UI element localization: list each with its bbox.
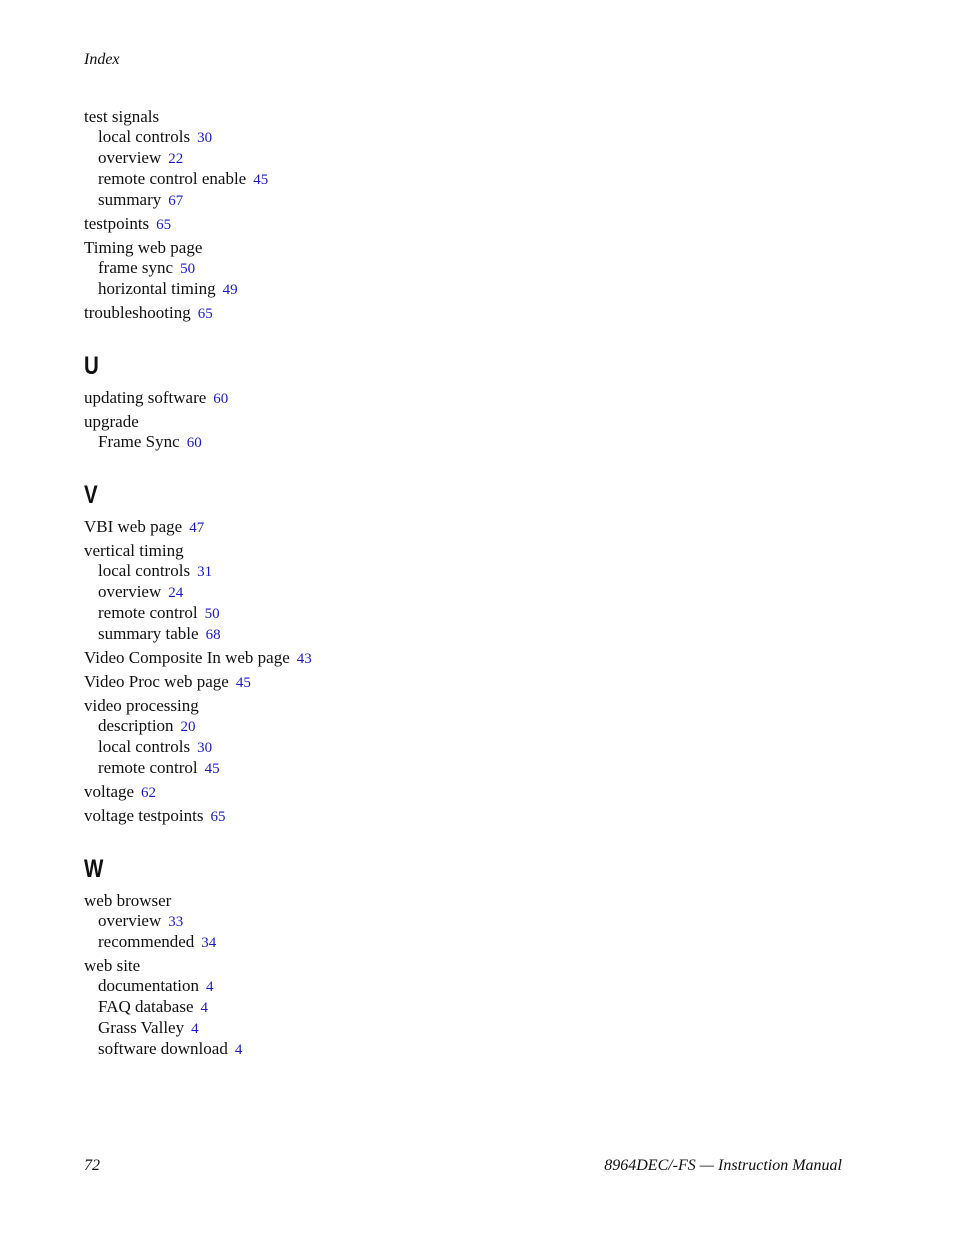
page-link[interactable]: 4 xyxy=(206,979,214,995)
page-link[interactable]: 22 xyxy=(168,151,184,167)
index-group xyxy=(84,891,844,953)
index-subterm: local controls xyxy=(98,127,191,146)
index-entry xyxy=(84,806,844,827)
index-subentry xyxy=(84,279,844,300)
page-link[interactable]: 49 xyxy=(222,282,238,298)
page-link[interactable]: 67 xyxy=(168,193,184,209)
index-group xyxy=(84,541,844,645)
index-entry xyxy=(84,517,844,538)
index-entry xyxy=(84,782,844,803)
page-link[interactable]: 4 xyxy=(200,1000,209,1016)
index-subterm: frame sync xyxy=(98,258,174,277)
index-subterm: horizontal timing xyxy=(98,279,216,298)
index-group xyxy=(84,238,844,300)
index-subentry xyxy=(84,190,844,211)
index-entry xyxy=(84,303,844,324)
section-letter: V xyxy=(84,481,98,509)
page-link[interactable]: 30 xyxy=(197,130,213,146)
page-link[interactable]: 45 xyxy=(235,675,251,691)
index-entry xyxy=(84,541,844,561)
index-subentry xyxy=(84,603,844,624)
index-subentry xyxy=(84,148,844,169)
index-term: test signals xyxy=(84,107,160,126)
index-group xyxy=(84,956,844,1060)
index-subentry xyxy=(84,432,844,453)
index-subterm: Grass Valley xyxy=(98,1018,185,1037)
index-entry xyxy=(84,956,844,976)
index-subterm: local controls xyxy=(98,737,191,756)
index-term: video processing xyxy=(84,696,199,715)
index-subentry xyxy=(84,258,844,279)
page-link[interactable]: 65 xyxy=(197,306,213,322)
index-subentry xyxy=(84,1039,844,1060)
page-link[interactable]: 24 xyxy=(168,585,184,601)
index-subentry xyxy=(84,737,844,758)
page-link[interactable]: 60 xyxy=(186,435,202,451)
index-subentry xyxy=(84,976,844,997)
footer-doc-title: 8964DEC/-FS — Instruction Manual xyxy=(604,1157,842,1174)
index-subterm: recommended xyxy=(98,932,195,951)
page-link[interactable]: 43 xyxy=(296,651,312,667)
page-link[interactable]: 45 xyxy=(204,761,220,777)
index-term: Video Proc web page xyxy=(84,672,229,691)
index-term: web site xyxy=(84,956,141,975)
index-content xyxy=(84,107,844,1063)
index-term: voltage testpoints xyxy=(84,806,204,825)
page-link[interactable]: 4 xyxy=(191,1021,199,1037)
index-group xyxy=(84,107,844,211)
index-subentry xyxy=(84,758,844,779)
index-group xyxy=(84,648,844,669)
index-subentry xyxy=(84,561,844,582)
index-subentry xyxy=(84,932,844,953)
index-subterm: overview xyxy=(98,911,162,930)
page-link[interactable]: 50 xyxy=(204,606,220,622)
page-link[interactable]: 31 xyxy=(197,564,213,580)
index-subterm: remote control enable xyxy=(98,169,247,188)
page-link[interactable]: 34 xyxy=(201,935,217,951)
page-link[interactable]: 68 xyxy=(205,627,221,643)
index-subterm: summary xyxy=(98,190,162,209)
page-link[interactable]: 65 xyxy=(156,217,172,233)
index-group xyxy=(84,388,844,409)
index-term: Timing web page xyxy=(84,238,203,257)
index-group xyxy=(84,412,844,453)
index-subterm: software download xyxy=(98,1039,228,1058)
index-entry xyxy=(84,672,844,693)
index-subterm: Frame Sync xyxy=(98,432,180,451)
index-subterm: summary table xyxy=(98,624,199,643)
index-term: vertical timing xyxy=(84,541,184,560)
index-term: web browser xyxy=(84,891,172,910)
running-header: Index xyxy=(84,51,120,68)
page-link[interactable]: 65 xyxy=(210,809,226,825)
index-group xyxy=(84,517,844,538)
index-subterm: FAQ database xyxy=(98,997,194,1016)
index-subentry xyxy=(84,624,844,645)
index-group xyxy=(84,696,844,779)
section-letter: U xyxy=(84,352,99,380)
footer-page-number: 72 xyxy=(84,1157,100,1174)
index-subentry xyxy=(84,582,844,603)
index-entry xyxy=(84,107,844,127)
page-link[interactable]: 60 xyxy=(213,391,229,407)
index-group xyxy=(84,806,844,827)
index-entry xyxy=(84,214,844,235)
index-entry xyxy=(84,412,844,432)
index-subterm: remote control xyxy=(98,603,198,622)
index-group xyxy=(84,303,844,324)
index-term: voltage xyxy=(84,782,135,801)
index-subentry xyxy=(84,997,844,1018)
index-subterm: local controls xyxy=(98,561,191,580)
page-link[interactable]: 33 xyxy=(168,914,184,930)
page-link[interactable]: 20 xyxy=(180,719,196,735)
page-link[interactable]: 47 xyxy=(189,520,205,536)
index-term: VBI web page xyxy=(84,517,183,536)
index-group xyxy=(84,782,844,803)
index-subentry xyxy=(84,716,844,737)
page-link[interactable]: 30 xyxy=(197,740,213,756)
index-subterm: overview xyxy=(98,582,162,601)
index-term: Video Composite In web page xyxy=(84,648,290,667)
index-entry xyxy=(84,696,844,716)
index-subterm: description xyxy=(98,716,174,735)
index-subterm: remote control xyxy=(98,758,198,777)
index-subentry xyxy=(84,1018,844,1039)
index-entry xyxy=(84,388,844,409)
index-subentry xyxy=(84,911,844,932)
index-term: testpoints xyxy=(84,214,150,233)
index-term: updating software xyxy=(84,388,207,407)
index-subentry xyxy=(84,127,844,148)
index-term: upgrade xyxy=(84,412,139,431)
index-subterm: overview xyxy=(98,148,162,167)
page-link[interactable]: 4 xyxy=(234,1042,243,1058)
page-link[interactable]: 62 xyxy=(141,785,157,801)
index-entry xyxy=(84,238,844,258)
index-entry xyxy=(84,648,844,669)
index-group xyxy=(84,672,844,693)
page-link[interactable]: 50 xyxy=(180,261,196,277)
section-letter: W xyxy=(84,855,104,883)
page-link[interactable]: 45 xyxy=(253,172,269,188)
index-group xyxy=(84,214,844,235)
index-term: troubleshooting xyxy=(84,303,191,322)
index-entry xyxy=(84,891,844,911)
index-subentry xyxy=(84,169,844,190)
index-subterm: documentation xyxy=(98,976,200,995)
